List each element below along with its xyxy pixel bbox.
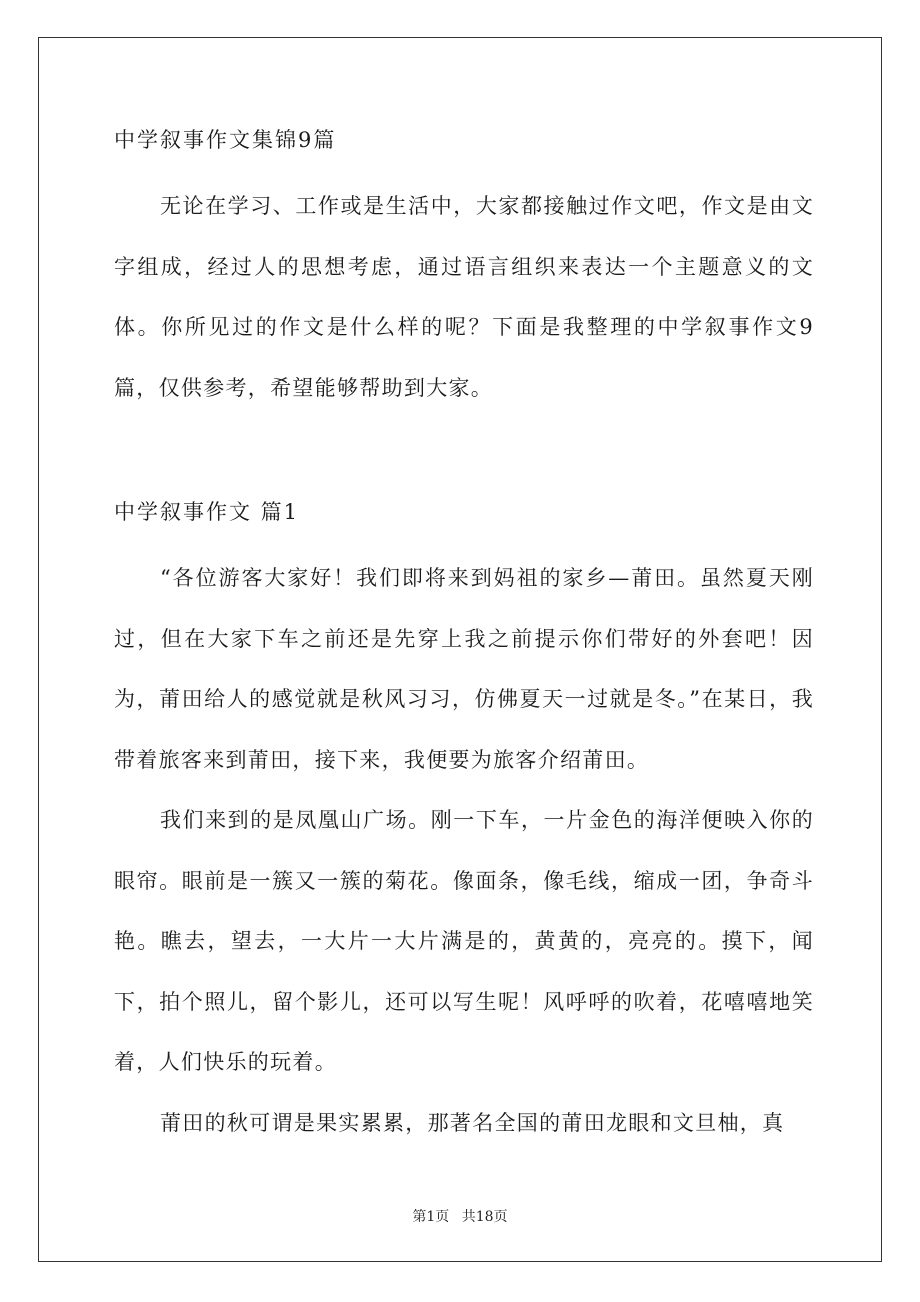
section-paragraph-1: “各位游客大家好！我们即将来到妈祖的家乡—莆田。虽然夏天刚过，但在大家下车之前还是先穿上我之前提示你们带好的外套吧！因为，莆田给人的感觉就是秋风习习，仿佛夏天一过就是冬。”在某日，我带着旅客来到莆田，接下来，我便要为旅客介绍莆田。 bbox=[114, 566, 814, 772]
section-title: 中学叙事作文 篇1 bbox=[114, 500, 300, 524]
page-footer bbox=[0, 1206, 920, 1226]
page-number-total: 共18页 bbox=[461, 1209, 508, 1225]
document-body bbox=[114, 118, 814, 1153]
intro-paragraph: 无论在学习、工作或是生活中，大家都接触过作文吧，作文是由文字组成，经过人的思想考虑，通过语言组织来表达一个主题意义的文体。你所见过的作文是什么样的呢？下面是我整理的中学叙事作文9篇，仅供参考，希望能够帮助到大家。 bbox=[114, 194, 814, 400]
section-paragraph-3: 莆田的秋可谓是果实累累，那著名全国的莆田龙眼和文旦柚，真 bbox=[160, 1110, 785, 1135]
section-paragraph-2: 我们来到的是凤凰山广场。刚一下车，一片金色的海洋便映入你的眼帘。眼前是一簇又一簇的菊花。像面条，像毛线，缩成一团，争奇斗艳。瞧去，望去，一大片一大片满是的，黄黄的，亮亮的。摸下，闻下，拍个照儿，留个影儿，还可以写生呢！风呼呼的吹着，花嘻嘻地笑着，人们快乐的玩着。 bbox=[114, 808, 814, 1074]
document-title: 中学叙事作文集锦9篇 bbox=[114, 128, 337, 152]
page-number-current: 第1页 bbox=[412, 1209, 450, 1225]
